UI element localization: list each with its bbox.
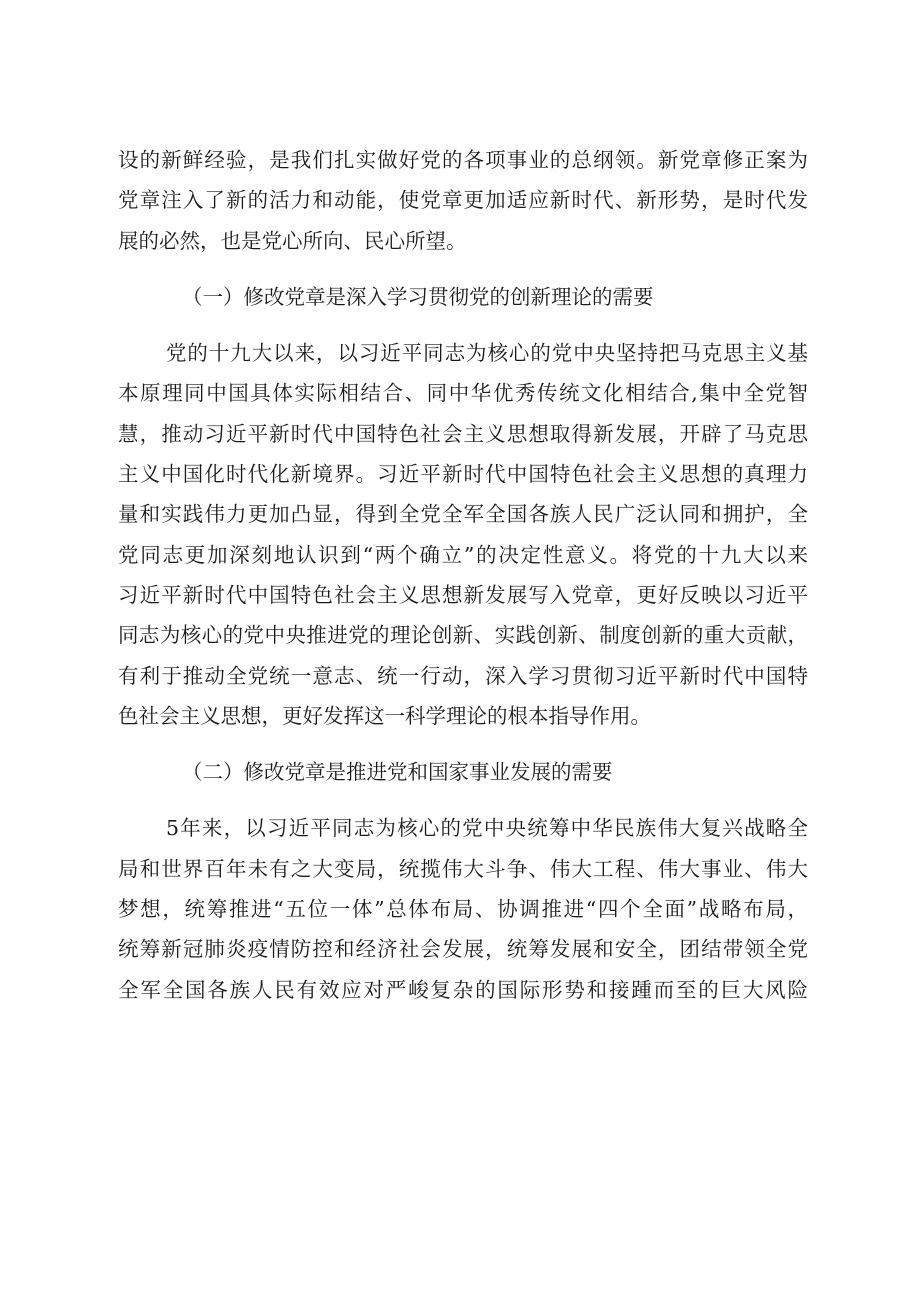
section-heading-1 <box>118 277 808 317</box>
paragraph-section-2 <box>118 808 808 1009</box>
paragraph-section-1 <box>118 333 808 736</box>
paragraph-intro <box>118 140 808 261</box>
text-line: 习近平新时代中国特色社会主义思想新发展写入党章，更好反映以习近平 <box>118 582 808 607</box>
text-line: 慧，推动习近平新时代中国特色社会主义思想取得新发展，开辟了马克思 <box>118 421 808 446</box>
text-line: 同志为核心的党中央推进党的理论创新、实践创新、制度创新的重大贡献， <box>118 623 808 648</box>
text-line: 局和世界百年未有之大变局，统揽伟大斗争、伟大工程、伟大事业、伟大 <box>118 856 808 881</box>
text-line: 全军全国各族人民有效应对严峻复杂的国际形势和接踵而至的巨大风险 <box>118 977 808 1002</box>
text-line: 党章注入了新的活力和动能，使党章更加适应新时代、新形势，是时代发 <box>118 188 808 213</box>
text-line: 主义中国化时代化新境界。习近平新时代中国特色社会主义思想的真理力 <box>118 462 808 487</box>
text-line: 量和实践伟力更加凸显，得到全党全军全国各族人民广泛认同和拥护，全 <box>118 502 808 527</box>
text-line: 设的新鲜经验，是我们扎实做好党的各项事业的总纲领。新党章修正案为 <box>118 148 808 172</box>
text-line: 展的必然，也是党心所向、民心所望。 <box>118 228 467 253</box>
text-line: 梦想，统筹推进“五位一体”总体布局、协调推进“四个全面”战略布局， <box>118 897 808 922</box>
text-line: 本原理同中国具体实际相结合、同中华优秀传统文化相结合,集中全党智 <box>118 381 808 406</box>
text-line: 5年来，以习近平同志为核心的党中央统筹中华民族伟大复兴战略全 <box>166 816 808 841</box>
text-line: 色社会主义思想，更好发挥这一科学理论的根本指导作用。 <box>118 703 651 728</box>
text-line: 党的十九大以来，以习近平同志为核心的党中央坚持把马克思主义基 <box>166 341 808 366</box>
heading-text: （二）修改党章是推进党和国家事业发展的需要 <box>182 760 613 785</box>
text-line: 有利于推动全党统一意志、统一行动，深入学习贯彻习近平新时代中国特 <box>118 663 808 688</box>
heading-text: （一）修改党章是深入学习贯彻党的创新理论的需要 <box>182 284 654 309</box>
text-line: 党同志更加深刻地认识到“两个确立”的决定性意义。将党的十九大以来 <box>118 542 808 567</box>
section-heading-2 <box>118 752 808 792</box>
document-body <box>118 140 808 1010</box>
text-line: 统筹新冠肺炎疫情防控和经济社会发展，统筹发展和安全，团结带领全党 <box>118 937 808 962</box>
